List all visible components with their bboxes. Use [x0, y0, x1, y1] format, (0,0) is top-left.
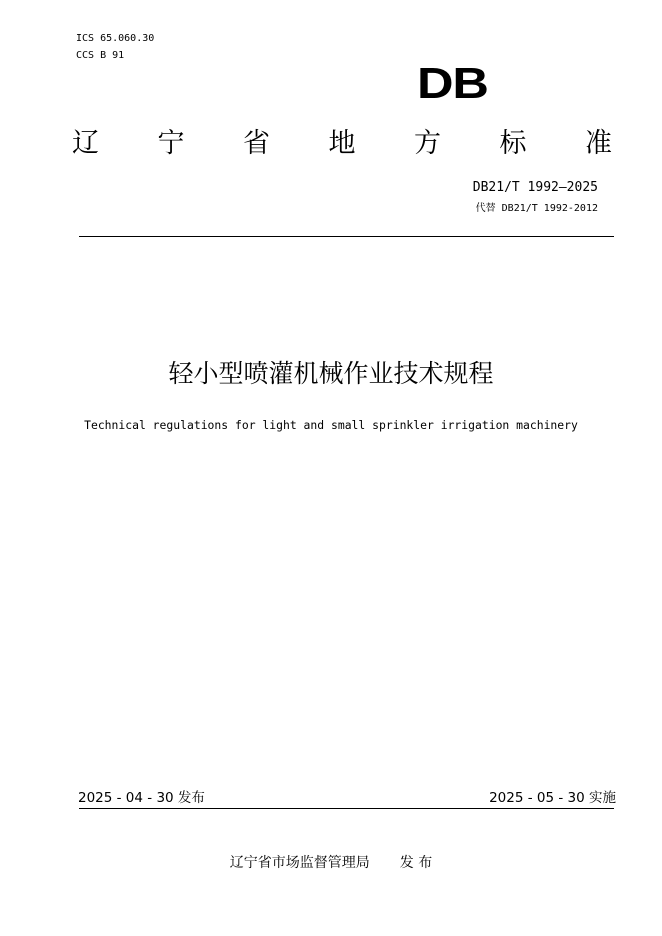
implementation-date: 2025 - 05 - 30 实施: [489, 790, 616, 806]
replaces-note: 代替 DB21/T 1992-2012: [475, 203, 598, 214]
standard-type-char: 准: [585, 128, 612, 159]
issuer-name: 辽宁省市场监督管理局: [229, 855, 370, 871]
db-logo: DB: [417, 59, 488, 108]
standard-type-char: 宁: [157, 128, 185, 159]
standard-type-char: 省: [243, 128, 270, 159]
standard-type-char: 地: [328, 128, 356, 159]
standard-number: DB21/T 1992—2025: [472, 180, 598, 195]
footer-divider: [79, 808, 614, 809]
standard-type-heading: [72, 127, 612, 161]
ccs-code: CCS B 91: [76, 50, 125, 61]
document-title-cn: 轻小型喷灌机械作业技术规程: [168, 359, 494, 388]
document-title-en: Technical regulations for light and small sprinkler irrigation machinery: [84, 418, 578, 432]
standard-type-char: 方: [414, 128, 441, 159]
ics-code: ICS 65.060.30: [76, 33, 155, 44]
standard-type-char: 辽: [72, 128, 99, 159]
standard-type-char: 标: [499, 128, 527, 159]
issuer-action: 发 布: [399, 855, 433, 871]
issue-date: 2025 - 04 - 30 发布: [78, 790, 205, 806]
header-divider: [79, 236, 614, 237]
issuer-line: [0, 853, 662, 873]
